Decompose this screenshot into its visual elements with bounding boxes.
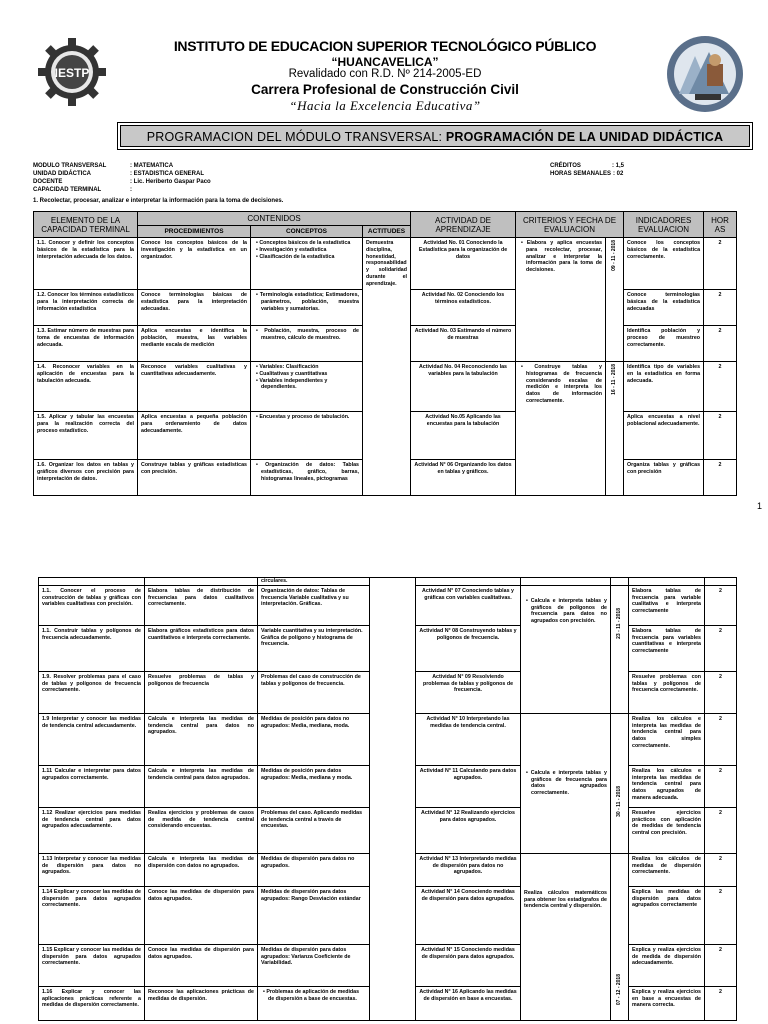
col-criterios: CRITERIOS Y FECHA DE EVALUACION — [516, 212, 624, 238]
date-cell — [611, 853, 629, 1020]
institute-name: INSTITUTO DE EDUCACION SUPERIOR TECNOLÓGICO PÚBLICO — [173, 38, 597, 54]
actividad-cell: Actividad N° 14 Conociendo medidas de dispersión para datos agrupados. — [416, 886, 521, 944]
actividad-cell: Actividad N° 16 Aplicando las medidas de dispersión en base a encuestas. — [416, 986, 521, 1020]
concept-item: • Variables independientes y dependientes. — [254, 378, 359, 392]
svg-text:IESTP: IESTP — [54, 66, 90, 80]
elemento-cell: 1.1. Conocer y definir los conceptos básicos de la estadística para la interpretación adecuada de los datos. — [34, 238, 138, 290]
criterio-cell — [516, 362, 606, 496]
modulo-value: : MATEMATICA — [130, 163, 174, 169]
horas-cell: 2 — [705, 807, 737, 853]
elemento-cell: 1.11 Calcular e interpretar para datos agrupados correctamente. — [39, 765, 145, 807]
col-actividad: ACTIVIDAD DE APRENDIZAJE — [411, 212, 516, 238]
actividad-cell: Actividad No.05 Aplicando las encuestas para la tabulación — [411, 412, 516, 460]
elemento-cell: 1.2. Conocer los términos estadísticos para la interpretación correcta de información estadística — [34, 290, 138, 326]
indicador-cell: Resuelve ejercicios prácticos con aplicación de medidas de tendencia central con precisión. — [629, 807, 705, 853]
procedimiento-cell: Realiza ejercicios y problemas de casos de medida de tendencia central considerando encuestas. — [145, 807, 258, 853]
elemento-cell: 1.12 Realizar ejercicios para medidas de tendencia central para datos agrupados adecuadamente. — [39, 807, 145, 853]
indicador-cell: Aplica encuestas a nivel poblacional adecuadamente. — [624, 412, 704, 460]
indicador-cell: Realiza los cálculos e interpreta las medidas de tendencia central para datos simples correctamente. — [629, 713, 705, 765]
banner-main-title: PROGRAMACIÓN DE LA UNIDAD DIDÁCTICA — [445, 130, 724, 144]
concept-item: • Encuestas y proceso de tabulación. — [254, 414, 359, 421]
criterio-cell — [521, 585, 611, 713]
elemento-cell: 1.13 Interpretar y conocer las medidas de dispersión para datos no agrupados. — [39, 853, 145, 886]
table-row — [39, 578, 737, 586]
procedimiento-cell: Reconoce variables cualitativas y cuantitativas adecuadamente. — [138, 362, 251, 412]
procedimiento-cell: Aplica encuestas a pequeña población para ordenamiento de datos adecuadamente. — [138, 412, 251, 460]
actividad-cell: Actividad N° 15 Conociendo medidas de dispersión para datos agrupados. — [416, 944, 521, 986]
concept-item: • Clasificación de la estadística — [254, 254, 359, 261]
elemento-cell: 1.1. Conocer el proceso de construcción de tablas y gráficas con variables cualitativas con precisión. — [39, 585, 145, 625]
concept-item: • Cualitativas y cuantitativas — [254, 371, 359, 378]
banner-title — [120, 125, 750, 147]
horas-cell: 2 — [705, 944, 737, 986]
actividad-cell: Actividad No. 03 Estimando el número de muestras — [411, 326, 516, 362]
page-number: 1 — [757, 501, 763, 511]
conceptos-cell: Problemas del caso de construcción de tablas y polígonos de frecuencia. — [258, 671, 370, 713]
conceptos-cell — [251, 290, 363, 326]
actividad-cell: Actividad No. 01 Conociendo la Estadística para la organización de datos — [411, 238, 516, 290]
elemento-cell: 1.9. Resolver problemas para el caso de tablas y polígonos de frecuencia correctamente. — [39, 671, 145, 713]
procedimiento-cell: Elabora gráficos estadísticos para datos cuantitativos e interpreta correctamente. — [145, 625, 258, 671]
procedimiento-cell: Conoce las medidas de dispersión para datos agrupados. — [145, 944, 258, 986]
actividad-cell: Actividad N° 07 Conociendo tablas y gráficas con variables cualitativas. — [416, 585, 521, 625]
conceptos-cell: Medidas de dispersión para datos agrupados: Varianza Coeficiente de Variabilidad. — [258, 944, 370, 986]
evaluation-date: 30 - 11 - 2018 — [616, 785, 623, 817]
indicador-cell: Explica y realiza ejercicios de medida de dispersión adecuadamente. — [629, 944, 705, 986]
indicador-cell: Identifica población y proceso de muestreo correctamente. — [624, 326, 704, 362]
banner-prefix: PROGRAMACION DEL MÓDULO TRANSVERSAL: — [146, 130, 446, 144]
conceptos-cell — [251, 460, 363, 496]
col-conceptos: CONCEPTOS — [251, 226, 363, 238]
actividad-cell: Actividad N° 06 Organizando los datos en tablas y gráficos. — [411, 460, 516, 496]
concept-item: • Organización de datos: Tablas estadísticas, gráfico, barras, histogramas lineales, pictogramas — [254, 462, 359, 482]
evaluation-date: 16 - 11 - 2018 — [611, 364, 618, 395]
concept-item: • Problemas de aplicación de medidas de dispersión a base de encuestas. — [261, 989, 366, 1003]
conceptos-cell: Medidas de dispersión para datos no agrupados. — [258, 853, 370, 886]
capacidad-value: : — [130, 187, 132, 193]
programming-table-page-1 — [33, 211, 737, 496]
indicador-cell: Elabora tablas de frecuencia para variables cuantitativas e interpreta correctamente — [629, 625, 705, 671]
indicador-cell: Explica y realiza ejercicios en base a encuestas de manera correcta. — [629, 986, 705, 1020]
conceptos-cell: Medidas de dispersión para datos agrupados: Rango Desviación estándar — [258, 886, 370, 944]
criterio-cell — [521, 853, 611, 1020]
unidad-value: : ESTADISTICA GENERAL — [130, 171, 205, 177]
col-procedimientos: PROCEDIMIENTOS — [138, 226, 251, 238]
concept-item: • Terminología estadística; Estimadores, parámetros, población, muestra variables y sumatorias. — [254, 292, 359, 312]
elemento-cell: 1.15 Explicar y conocer las medidas de dispersión para datos agrupados correctamente. — [39, 944, 145, 986]
procedimiento-cell: Conoce terminologías básicas de estadística para la interpretación adecuadas. — [138, 290, 251, 326]
date-cell — [611, 713, 629, 853]
iestp-gear-logo-icon — [36, 36, 108, 108]
procedimiento-cell: Calcula e interpreta las medidas de tendencia central para datos no agrupados. — [145, 713, 258, 765]
procedimiento-cell: Conoce las medidas de dispersión para datos agrupados. — [145, 886, 258, 944]
document-page-2 — [0, 575, 768, 1024]
col-horas: HOR AS — [704, 212, 737, 238]
horas-cell: 2 — [705, 765, 737, 807]
elemento-cell: 1.1. Construir tablas y polígonos de frecuencia adecuadamente. — [39, 625, 145, 671]
motto: “Hacia la Excelencia Educativa” — [289, 98, 481, 113]
procedimiento-cell: Reconoce las aplicaciones prácticas de medidas de dispersión. — [145, 986, 258, 1020]
criterio-text: • Elabora y aplica encuestas para recolectar, procesar, analizar e interpretar la información para la toma de decisiones. — [519, 240, 602, 274]
carry-over-cell: circulares. — [258, 578, 370, 586]
conceptos-cell: Problemas del caso. Aplicando medidas de tendencia central a través de encuestas. — [258, 807, 370, 853]
conceptos-cell — [251, 326, 363, 362]
horas-cell: 2 — [704, 460, 737, 496]
table-row — [34, 238, 737, 290]
actividad-cell: Actividad N° 09 Resolviendo problemas de tablas y polígonos de frecuencia. — [416, 671, 521, 713]
docente-label: DOCENTE — [33, 179, 63, 185]
horas-cell: 2 — [705, 671, 737, 713]
construction-career-logo-icon — [665, 34, 745, 114]
creditos-label: CRÉDITOS — [550, 163, 581, 169]
elemento-cell: 1.3. Estimar número de muestras para toma de encuestas de información adecuada. — [34, 326, 138, 362]
programming-table-page-2 — [38, 577, 737, 1021]
col-indicadores: INDICADORES EVALUACION — [624, 212, 704, 238]
elemento-cell: 1.6. Organizar los datos en tablas y gráficos diversos con precisión para interpretación de datos. — [34, 460, 138, 496]
col-actitudes: ACTITUDES — [363, 226, 411, 238]
actividad-cell: Actividad N° 08 Construyendo tablas y polígonos de frecuencia. — [416, 625, 521, 671]
revalidation-text: Revalidado con R.D. Nº 214-2005-ED — [288, 68, 482, 80]
actividad-cell: Actividad N° 10 Interpretando las medidas de tendencia central. — [416, 713, 521, 765]
concept-item: • Conceptos básicos de la estadística — [254, 240, 359, 247]
horas-cell: 2 — [705, 585, 737, 625]
indicador-cell: Elabora tablas de frecuencia para variable cualitativa e interpreta correctamente — [629, 585, 705, 625]
evaluation-date: 09 - 11 - 2018 — [611, 240, 618, 271]
criterio-cell — [521, 713, 611, 853]
col-elemento: ELEMENTO DE LA CAPACIDAD TERMINAL — [34, 212, 138, 238]
actividad-cell: Actividad N° 13 Interpretando medidas de dispersión para datos no agrupados. — [416, 853, 521, 886]
horas-label: HORAS SEMANALES — [550, 171, 612, 177]
horas-cell: 2 — [704, 290, 737, 326]
evaluation-date: 23 - 11 - 2018 — [616, 607, 623, 639]
horas-cell — [705, 578, 737, 586]
conceptos-cell: Organización de datos: Tablas de frecuencia Variable cualitativa y su interpretación. Gráficas. — [258, 585, 370, 625]
indicador-cell: Realiza los cálculos e interpreta las medidas de tendencia central para datos agrupados de manera adecuada. — [629, 765, 705, 807]
criterio-text: Realiza cálculos matemáticos para obtener los estadígrafos de tendencia central y dispersión. — [524, 889, 607, 910]
actividad-cell: Actividad No. 04 Reconociendo las variables para la tabulación — [411, 362, 516, 412]
conceptos-cell: Medidas de posición para datos agrupados: Media, mediana y moda. — [258, 765, 370, 807]
date-cell — [611, 585, 629, 713]
criterio-cell — [516, 238, 606, 362]
conceptos-cell — [251, 362, 363, 412]
horas-cell: 2 — [705, 986, 737, 1020]
indicador-cell: Identifica tipo de variables en la estadística en forma adecuada. — [624, 362, 704, 412]
document-banner — [117, 122, 753, 150]
horas-cell: 2 — [704, 362, 737, 412]
procedimiento-cell: Calcula e interpreta las medidas de dispersión con datos no agrupados. — [145, 853, 258, 886]
horas-cell: 2 — [704, 412, 737, 460]
horas-cell: 2 — [705, 625, 737, 671]
actividad-cell: Actividad N° 12 Realizando ejercicios para datos agrupados. — [416, 807, 521, 853]
elemento-cell: 1.9 Interpretar y conocer las medidas de tendencia central adecuadamente. — [39, 713, 145, 765]
conceptos-cell — [251, 412, 363, 460]
procedimiento-cell: Construye tablas y gráficas estadísticas con precisión. — [138, 460, 251, 496]
indicador-cell: Conoce terminologías básicas de la estadística adecuadas — [624, 290, 704, 326]
elemento-cell: 1.16 Explicar y conocer las aplicaciones prácticas referente a medidas de dispersión correctamente. — [39, 986, 145, 1020]
indicador-cell: Realiza los cálculos de medidas de dispersión correctamente. — [629, 853, 705, 886]
horas-value: : 02 — [613, 171, 624, 177]
criterio-text: • Construye tablas y histogramas de frecuencia considerando escalas de medición e interpreta los datos de información correctamente. — [519, 364, 602, 405]
procedimiento-cell: Resuelve problemas de tablas y polígonos de frecuencia — [145, 671, 258, 713]
horas-cell: 2 — [704, 326, 737, 362]
evaluation-date: 07 - 12 - 2018 — [616, 973, 623, 1005]
institute-city: “HUANCAVELICA” — [331, 55, 439, 69]
elemento-cell: 1.14 Explicar y conocer las medidas de dispersión para datos agrupados correctamente. — [39, 886, 145, 944]
procedimiento-cell: Calcula e interpreta las medidas de tendencia central para datos agrupados. — [145, 765, 258, 807]
horas-cell: 2 — [705, 853, 737, 886]
capacidad-terminal-text: 1. Recolectar, procesar, analizar e interpretar la información para la toma de decisiones. — [33, 198, 284, 204]
col-contenidos: CONTENIDOS — [138, 212, 411, 226]
elemento-cell: 1.4. Reconocer variables en la aplicación de encuestas para la tabulación adecuada. — [34, 362, 138, 412]
criterio-text: • Calcula e interpreta tablas y gráficos de frecuencia para datos agrupados correctamente. — [524, 770, 607, 797]
indicador-cell: Resuelve problemas con tablas y polígonos de frecuencia correctamente. — [629, 671, 705, 713]
conceptos-cell: Variable cuantitativa y su interpretación. Gráfica de polígono y histograma de frecuencia. — [258, 625, 370, 671]
indicador-cell: Explica las medidas de dispersión para datos agrupados correctamente — [629, 886, 705, 944]
creditos-value: : 1,5 — [612, 163, 625, 169]
actividad-cell — [416, 578, 521, 586]
horas-cell: 2 — [705, 886, 737, 944]
actividad-cell: Actividad No. 02 Conociendo los términos estadísticos. — [411, 290, 516, 326]
modulo-label: MODULO TRANSVERSAL — [33, 163, 107, 169]
capacidad-label: CAPACIDAD TERMINAL — [33, 187, 102, 193]
procedimiento-cell: Aplica encuestas e identifica la población, muestra, las variables mediante escala de medición — [138, 326, 251, 362]
actitudes-cell: Demuestra disciplina, honestidad, responsabilidad y solidaridad durante el aprendizaje. — [363, 238, 411, 496]
criterio-text: • Calcula e interpreta tablas y gráficos de polígonos de frecuencia para datos no agrupados con precisión. — [524, 598, 607, 625]
elemento-cell — [39, 578, 145, 586]
conceptos-cell — [251, 238, 363, 290]
criterio-cell — [521, 578, 611, 586]
indicador-cell: Conoce los conceptos básicos de la estadística correctamente. — [624, 238, 704, 290]
concept-item: • Investigación y estadística — [254, 247, 359, 254]
date-cell — [606, 238, 624, 362]
concept-item: • Población, muestra, proceso de muestreo, cálculo de muestreo. — [254, 328, 359, 342]
conceptos-cell: Medidas de posición para datos no agrupados: Media, mediana, moda. — [258, 713, 370, 765]
conceptos-cell — [258, 986, 370, 1020]
date-cell — [611, 578, 629, 586]
horas-cell: 2 — [704, 238, 737, 290]
career-name: Carrera Profesional de Construcción Civil — [251, 82, 519, 97]
indicador-cell: Organiza tablas y gráficas con precisión — [624, 460, 704, 496]
horas-cell: 2 — [705, 713, 737, 765]
unidad-label: UNIDAD DIDÁCTICA — [33, 171, 91, 177]
indicador-cell — [629, 578, 705, 586]
concept-item: • Variables: Clasificación — [254, 364, 359, 371]
actitudes-cell — [370, 578, 416, 1021]
actividad-cell: Actividad N° 11 Calculando para datos agrupados. — [416, 765, 521, 807]
docente-value: : Lic. Heriberto Gaspar Paco — [130, 179, 211, 185]
elemento-cell: 1.5. Aplicar y tabular las encuestas para la realización correcta del proceso estadístico. — [34, 412, 138, 460]
procedimiento-cell — [145, 578, 258, 586]
date-cell — [606, 362, 624, 496]
procedimiento-cell: Elabora tablas de distribución de frecuencias para datos cualitativos correctamente. — [145, 585, 258, 625]
procedimiento-cell: Conoce los conceptos básicos de la investigación y la estadística en un organizador. — [138, 238, 251, 290]
